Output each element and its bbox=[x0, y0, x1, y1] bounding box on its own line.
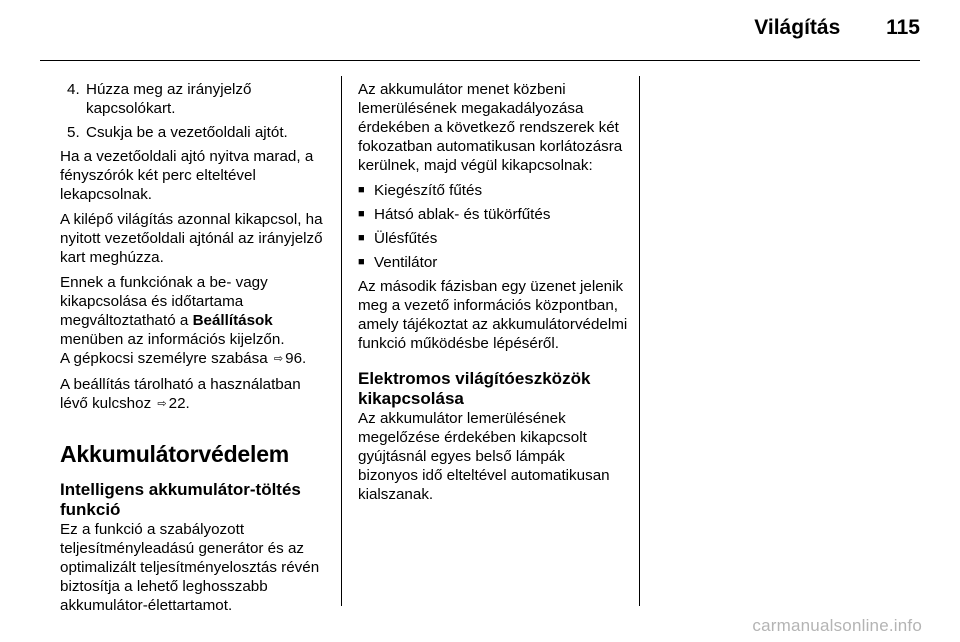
section-heading: Akkumulátorvédelem bbox=[60, 441, 290, 467]
paragraph: Az akkumulátor lemerülésének megelőzése érdekében kikapcsolt gyújtásnál egyes belső lámpák bizonyos idő elteltével automatikusan kialszanak. bbox=[358, 410, 610, 503]
step-item bbox=[60, 80, 332, 118]
column-middle bbox=[358, 80, 628, 510]
bullet-icon: ■ bbox=[358, 184, 365, 196]
page-reference-icon: ⇨ bbox=[273, 353, 284, 365]
step-text: Húzza meg az irányjelző kapcsolókart. bbox=[86, 81, 252, 117]
page-reference[interactable]: 96. bbox=[285, 350, 307, 367]
list-item: ■ Ülésfűtés bbox=[358, 230, 438, 247]
paragraph: Az második fázisban egy üzenet jelenik meg a vezető információs központban, amely tájékoztat az akkumulátorvédelmi funkció működésbe lépéséről. bbox=[358, 278, 628, 352]
paragraph: A beállítás tárolható a használatban lévő kulcshoz ⇨ 22. bbox=[60, 376, 301, 412]
paragraph: Ennek a funkciónak a be- vagy kikapcsolása és időtartama megváltoztatható a Beállítások menüben az információs kijelzőn. A gépkocsi személyre szabása ⇨ 96. bbox=[60, 274, 307, 367]
page-title: Világítás bbox=[754, 16, 841, 39]
column-left bbox=[60, 80, 332, 621]
step-item bbox=[60, 123, 332, 142]
bullet-icon: ■ bbox=[358, 256, 365, 268]
column-divider-left bbox=[341, 76, 342, 606]
step-number: 5. bbox=[67, 124, 80, 141]
menu-name: Beállítások bbox=[192, 312, 273, 329]
page-header bbox=[754, 16, 920, 40]
bullet-icon: ■ bbox=[358, 208, 365, 220]
step-text: Csukja be a vezetőoldali ajtót. bbox=[86, 124, 288, 141]
page-number: 115 bbox=[886, 16, 920, 39]
step-number: 4. bbox=[67, 81, 80, 98]
header-rule bbox=[40, 60, 920, 61]
bullet-icon: ■ bbox=[358, 232, 365, 244]
watermark: carmanualsonline.info bbox=[752, 616, 922, 635]
list-item: ■ Hátsó ablak- és tükörfűtés bbox=[358, 206, 551, 223]
list-item: ■ Kiegészítő fűtés bbox=[358, 182, 483, 199]
page-reference[interactable]: 22. bbox=[168, 395, 190, 412]
page-reference-icon: ⇨ bbox=[157, 398, 167, 410]
column-divider-right bbox=[639, 76, 640, 606]
list-item: ■ Ventilátor bbox=[358, 254, 438, 271]
subheading: Elektromos világítóeszközök kikapcsolása bbox=[358, 369, 591, 408]
paragraph: Ha a vezetőoldali ajtó nyitva marad, a fényszórók két perc elteltével lekapcsolnak. bbox=[60, 148, 314, 203]
subheading: Intelligens akkumulátor-töltés funkció bbox=[60, 480, 301, 519]
paragraph: Ez a funkció a szabályozott teljesítményleadású generátor és az optimalizált teljesítményelosztás révén biztosítja a lehető leghosszabb akkumulátor-élettartamot. bbox=[60, 521, 320, 614]
paragraph: A kilépő világítás azonnal kikapcsol, ha nyitott vezetőoldali ajtónál az irányjelző kart meghúzza. bbox=[60, 211, 323, 266]
paragraph: Az akkumulátor menet közbeni lemerülésének megakadályozása érdekében a következő rendszerek két fokozatban automatikusan korlátozásra kerülnek, majd végül kikapcsolnak: bbox=[358, 81, 623, 174]
